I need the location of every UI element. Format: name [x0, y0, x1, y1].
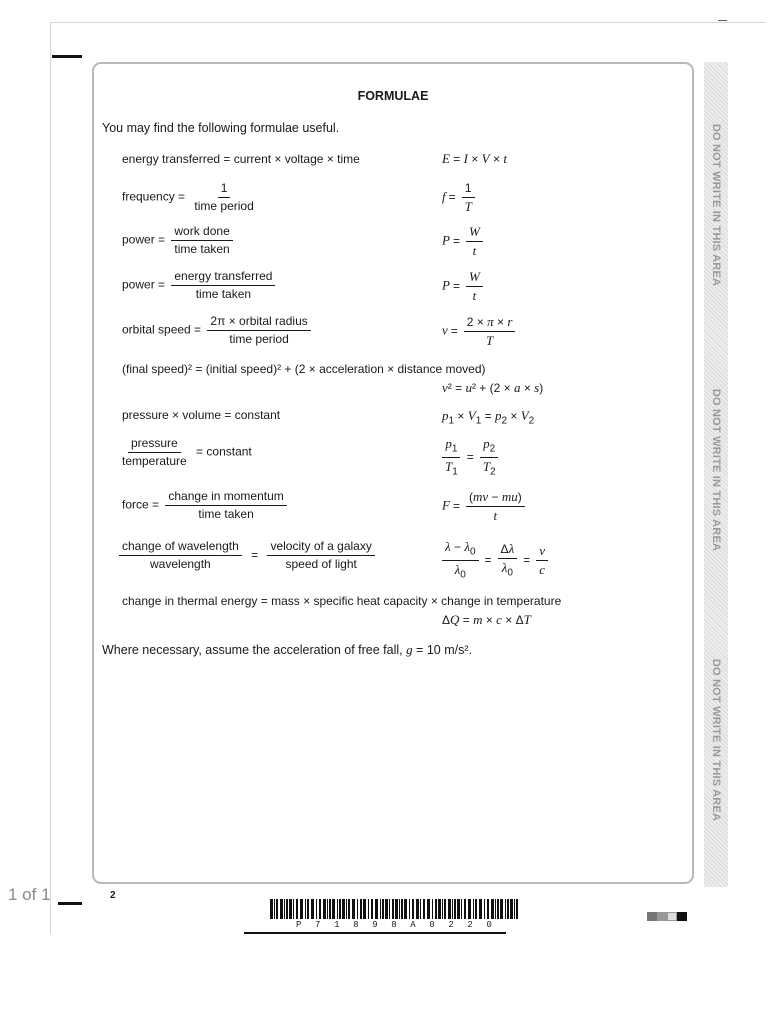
barcode-digit: 0 [486, 920, 492, 930]
barcode-bar [274, 899, 275, 919]
formula-energy-words: energy transferred = current × voltage × time [122, 152, 360, 166]
formula-motion-symbol: v² = u² + (2 × a × s) [442, 380, 544, 395]
registration-mark-top [52, 55, 82, 58]
formulae-panel [92, 62, 694, 884]
barcode-bar [510, 899, 513, 919]
formula-force-symbol: F = $\frac{(mv - mu)}{t}$ [442, 489, 528, 524]
barcode-digit: A [410, 920, 416, 930]
barcode-bar [346, 899, 347, 919]
barcode-bar [427, 899, 430, 919]
formula-redshift-symbol: $\frac{\lambda - \lambda_0}{\lambda_0}$ = $\frac{\Delta\lambda}{\lambda_0}$ = $\frac{v}{c}$ [442, 539, 551, 583]
barcode-bar [454, 899, 456, 919]
formula-pressure-volume-symbol: $p_1 \times V_1 = p_2 \times V_2$ [442, 408, 535, 427]
top-rule [50, 22, 766, 23]
barcode-bar [438, 899, 441, 919]
formula-motion-words: (final speed)² = (initial speed)² + (2 × acceleration × distance moved) [122, 362, 486, 376]
barcode-digit: 8 [353, 920, 359, 930]
barcode-bar [432, 899, 433, 919]
barcode-bar [392, 899, 394, 919]
barcode-bar [495, 899, 496, 919]
formula-orbital-words: orbital speed = $\frac{\text{2π × orbital radius}}{\text{time period}}$ [122, 314, 314, 347]
barcode-bar [371, 899, 373, 919]
barcode-bar [332, 899, 335, 919]
barcode-bar [507, 899, 509, 919]
barcode-bar [337, 899, 338, 919]
registration-square [677, 912, 687, 921]
barcode-bar [464, 899, 466, 919]
registration-square [657, 912, 667, 921]
barcode-underline [244, 932, 506, 934]
registration-squares [647, 912, 687, 921]
barcode-bar [286, 899, 288, 919]
barcode-bar [323, 899, 326, 919]
formula-frequency-words: frequency = $\frac{1}{\text{time period}}$ [122, 181, 254, 213]
barcode-bar [357, 899, 358, 919]
barcode-bar [444, 899, 446, 919]
registration-square [647, 912, 657, 921]
barcode [268, 899, 520, 919]
barcode-bar [412, 899, 414, 919]
barcode-digit: 2 [467, 920, 473, 930]
barcode-bar [514, 899, 515, 919]
barcode-bar [327, 899, 328, 919]
registration-mark-bottom [58, 902, 82, 905]
barcode-bar [270, 899, 273, 919]
barcode-bar [461, 899, 462, 919]
barcode-bar [404, 899, 407, 919]
barcode-bar [399, 899, 400, 919]
formula-pressure-volume-words: pressure × volume = constant [122, 408, 281, 422]
barcode-bar [468, 899, 471, 919]
barcode-bar [473, 899, 474, 919]
formula-redshift-words: $\frac{\text{change of wavelength}}{\text{wavelength}}$ = $\frac{\text{velocity of a galaxy}}{\text{speed of light}}$ [122, 539, 378, 572]
barcode-bar [307, 899, 309, 919]
barcode-bar [360, 899, 362, 919]
barcode-bar [380, 899, 381, 919]
barcode-bar [442, 899, 443, 919]
barcode-digits [268, 920, 520, 930]
barcode-bar [352, 899, 355, 919]
barcode-bar [375, 899, 378, 919]
formula-gas-symbol: $\frac{p_1}{T_1}$ = $\frac{p_2}{T_2}$ [442, 436, 502, 480]
gravity-note: Where necessary, assume the acceleration of free fall, g = 10 m/s². [102, 642, 472, 657]
barcode-bar [385, 899, 388, 919]
barcode-bar [452, 899, 453, 919]
barcode-bar [423, 899, 425, 919]
formula-energy-symbol: E = I × V × t [442, 151, 507, 166]
barcode-bar [280, 899, 283, 919]
barcode-bar [289, 899, 292, 919]
formula-frequency-symbol: f = $\frac{1}{T}$ [442, 181, 478, 215]
barcode-bar [516, 899, 518, 919]
formula-orbital-symbol: v = $\frac{2 \times \pi \times r}{T}$ [442, 314, 518, 349]
barcode-bar [479, 899, 482, 919]
page-number: 2 [110, 890, 116, 901]
panel-title: FORMULAE [357, 89, 429, 103]
barcode-bar [329, 899, 331, 919]
barcode-bar [311, 899, 314, 919]
barcode-bar [389, 899, 390, 919]
barcode-bar [416, 899, 419, 919]
barcode-bar [475, 899, 477, 919]
corner-tick [718, 20, 727, 21]
barcode-bar [276, 899, 278, 919]
barcode-bar [319, 899, 321, 919]
left-rule [50, 22, 51, 934]
intro-text: You may find the following formulae useful. [102, 121, 340, 135]
barcode-bar [401, 899, 403, 919]
barcode-bar [420, 899, 421, 919]
barcode-bar [339, 899, 341, 919]
barcode-bar [409, 899, 410, 919]
barcode-digit: 8 [391, 920, 397, 930]
barcode-bar [395, 899, 398, 919]
barcode-digit: 2 [448, 920, 454, 930]
formula-force-words: force = $\frac{\text{change in momentum}}{\text{time taken}}$ [122, 489, 290, 522]
barcode-bar [296, 899, 298, 919]
formula-power-work-words: power = $\frac{\text{work done}}{\text{time taken}}$ [122, 224, 236, 257]
registration-square [667, 912, 677, 921]
barcode-bar [316, 899, 317, 919]
barcode-bar [348, 899, 350, 919]
formula-gas-words: $\frac{\text{pressure}}{\text{temperature}}$ = constant [122, 436, 252, 468]
barcode-bar [363, 899, 366, 919]
barcode-digit: 7 [315, 920, 321, 930]
barcode-bar [342, 899, 345, 919]
barcode-bar [284, 899, 285, 919]
formula-power-work-symbol: P = $\frac{W}{t}$ [442, 224, 486, 259]
barcode-bar [300, 899, 303, 919]
barcode-bar [368, 899, 369, 919]
barcode-bar [491, 899, 494, 919]
barcode-bar [500, 899, 503, 919]
formula-power-energy-symbol: P = $\frac{W}{t}$ [442, 269, 486, 304]
barcode-digit: 9 [372, 920, 378, 930]
barcode-bar [457, 899, 460, 919]
barcode-bar [448, 899, 451, 919]
barcode-bar [305, 899, 306, 919]
barcode-bar [435, 899, 437, 919]
barcode-bar [484, 899, 485, 919]
barcode-bar [293, 899, 294, 919]
barcode-bar [505, 899, 506, 919]
barcode-digit: 1 [334, 920, 340, 930]
barcode-digit: P [296, 920, 302, 930]
page-counter: 1 of 1 [8, 885, 51, 904]
barcode-bar [487, 899, 489, 919]
formula-thermal-symbol: ΔQ = m × c × ΔT [442, 612, 531, 627]
formula-thermal-words: change in thermal energy = mass × specific heat capacity × change in temperature [122, 594, 562, 608]
barcode-bar [382, 899, 384, 919]
barcode-digit: 0 [429, 920, 435, 930]
barcode-bar [497, 899, 499, 919]
formula-power-energy-words: power = $\frac{\text{energy transferred}}{\text{time taken}}$ [122, 269, 278, 302]
